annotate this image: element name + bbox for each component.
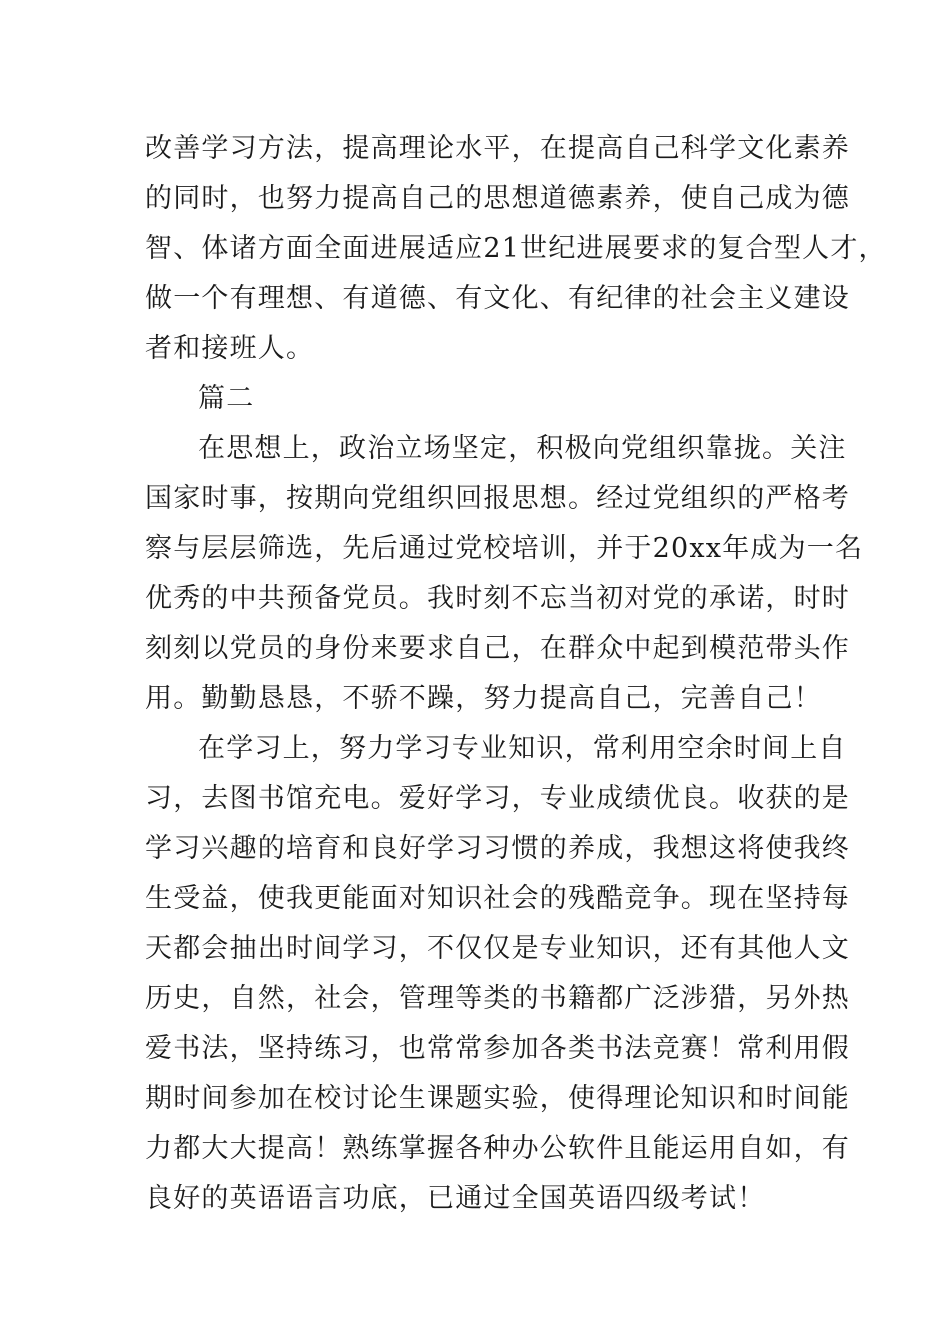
paragraph-2-line: 用。勤勤恳恳，不骄不躁，努力提高自己，完善自己！ (145, 683, 822, 714)
paragraph-1-line: 者和接班人。 (145, 333, 315, 364)
paragraph-3-line: 习，去图书馆充电。爱好学习，专业成绩优良。收获的是 (145, 783, 850, 814)
paragraph-1-line: 智、体诸方面全面进展适应21世纪进展要求的复合型人才， (145, 233, 887, 264)
paragraph-1-line: 改善学习方法，提高理论水平，在提高自己科学文化素养 (145, 133, 850, 164)
paragraph-2-line: 察与层层筛选，先后通过党校培训，并于20xx年成为一名 (145, 533, 864, 564)
paragraph-1-line: 做一个有理想、有道德、有文化、有纪律的社会主义建设 (145, 283, 850, 314)
paragraph-2-line: 国家时事，按期向党组织回报思想。经过党组织的严格考 (145, 483, 850, 514)
paragraph-3-line: 期时间参加在校讨论生课题实验，使得理论知识和时间能 (145, 1083, 850, 1114)
paragraph-3-line: 学习兴趣的培育和良好学习习惯的养成，我想这将使我终 (145, 833, 850, 864)
paragraph-3-line: 力都大大提高！熟练掌握各种办公软件且能运用自如，有 (145, 1133, 850, 1164)
paragraph-3-line: 天都会抽出时间学习，不仅仅是专业知识，还有其他人文 (145, 933, 850, 964)
paragraph-2-line: 优秀的中共预备党员。我时刻不忘当初对党的承诺，时时 (145, 583, 850, 614)
paragraph-2-line: 刻刻以党员的身份来要求自己，在群众中起到模范带头作 (145, 633, 850, 664)
paragraph-1-line: 的同时，也努力提高自己的思想道德素养，使自己成为德 (145, 183, 850, 214)
paragraph-3-line: 历史，自然，社会，管理等类的书籍都广泛涉猎，另外热 (145, 983, 850, 1014)
paragraph-3-line: 在学习上，努力学习专业知识，常利用空余时间上自 (198, 733, 847, 764)
paragraph-3-line: 生受益，使我更能面对知识社会的残酷竞争。现在坚持每 (145, 883, 850, 914)
paragraph-2-line: 在思想上，政治立场坚定，积极向党组织靠拢。关注 (198, 433, 847, 464)
section-heading: 篇二 (198, 383, 255, 414)
paragraph-3-line: 良好的英语语言功底，已通过全国英语四级考试！ (145, 1183, 766, 1214)
paragraph-3-line: 爱书法，坚持练习，也常常参加各类书法竞赛！常利用假 (145, 1033, 850, 1064)
